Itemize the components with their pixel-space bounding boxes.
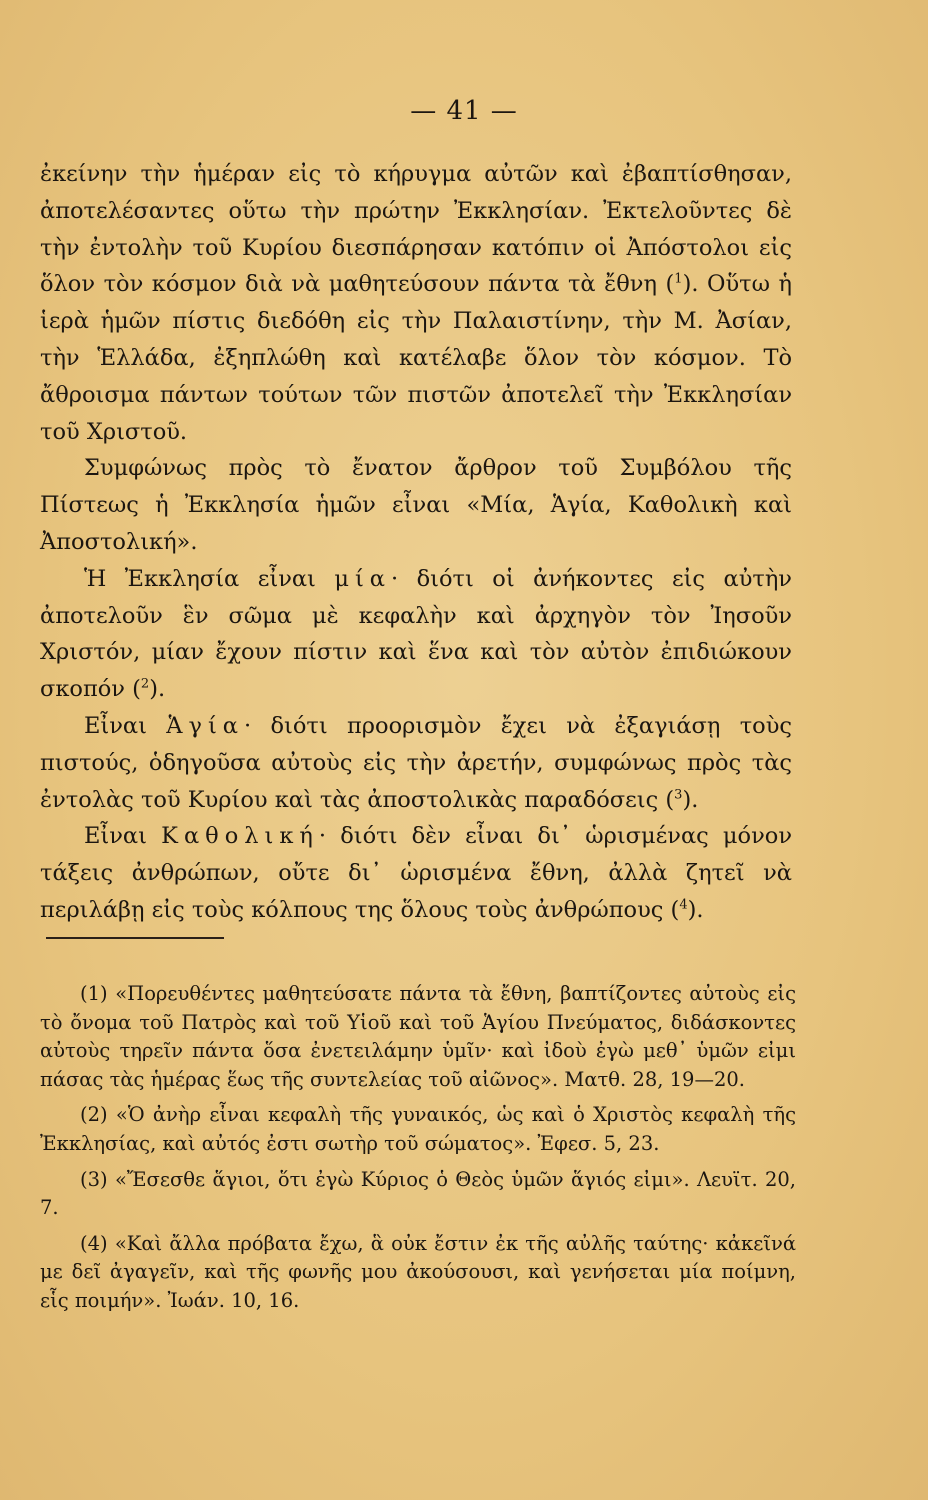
- paragraph-5-lead: Εἶναι: [84, 823, 162, 850]
- emphasis-agia: Ἁγία: [166, 712, 244, 739]
- footnote-1-text: «Πορευθέντες μαθητεύσατε πάντα τὰ ἔθνη, βαπτίζοντες αὐτοὺς εἰς τὸ ὄνομα τοῦ Πατρὸς καὶ τοῦ Υἱοῦ καὶ τοῦ Ἁγίου Πνεύματος, διδάσκοντες αὐτοὺς τηρεῖν πάντα ὅσα ἐνετειλάμην ὑμῖν· καὶ ἰδοὺ ἐγὼ μεθ᾿ ὑμῶν εἰμι πάσας τὰς ἡμέρας ἕως τῆς συντελείας τοῦ αἰῶνος». Ματθ. 28, 19—20.: [40, 982, 796, 1091]
- paragraph-5-text: · διότι δὲν εἶναι δι᾿ ὡρισμένας μόνον τάξεις ἀνθρώπων, οὔτε δι᾿ ὡρισμένα ἔθνη, ἀλλὰ ζητεῖ νὰ περιλάβῃ εἰς τοὺς κόλπους της ὅλους τοὺς ἀνθρώπους (: [40, 823, 793, 923]
- footnote-3: [40, 1166, 796, 1223]
- paragraph-3: [40, 561, 792, 708]
- footnote-1-label: (1): [80, 982, 108, 1005]
- emphasis-mia: μία: [334, 565, 391, 592]
- paragraph-3-tail: ).: [149, 676, 166, 703]
- paragraph-1: [40, 156, 792, 450]
- paragraph-2: [40, 450, 792, 560]
- paragraph-4-lead: Εἶναι: [84, 712, 167, 739]
- footnote-4: [40, 1230, 796, 1316]
- footnote-3-label: (3): [80, 1167, 108, 1191]
- paragraph-4-tail: ).: [682, 786, 699, 813]
- footnote-1: [40, 980, 796, 1094]
- main-text: [40, 156, 792, 929]
- emphasis-katholiki: Καθολική: [161, 823, 319, 850]
- paragraph-4-text: · διότι προορισμὸν ἔχει νὰ ἐξαγιάσῃ τοὺς πιστούς, ὁδηγοῦσα αὐτοὺς εἰς τὴν ἀρετήν, συμφώνως πρὸς τὰς ἐντολὰς τοῦ Κυρίου καὶ τὰς ἀποστολικὰς παραδόσεις (: [40, 712, 793, 813]
- footnote-ref-3: 3: [674, 787, 683, 803]
- footnote-ref-2: 2: [140, 676, 150, 692]
- paragraph-1-tail: ). Οὕτω ἡ ἱερὰ ἡμῶν πίστις διεδόθη εἰς τὴν Παλαιστίνην, τὴν Μ. Ἀσίαν, τὴν Ἑλλάδα, ἐξηπλώθη καὶ κατέλαβε ὅλον τὸν κόσμον. Τὸ ἄθροισμα πάντων τούτων τῶν πιστῶν ἀποτελεῖ τὴν Ἐκκλησίαν τοῦ Χριστοῦ.: [40, 271, 792, 445]
- paragraph-3-lead: Ἡ Ἐκκλησία εἶναι: [84, 565, 335, 592]
- footnote-2-label: (2): [80, 1103, 108, 1127]
- paragraph-2-text: Συμφώνως πρὸς τὸ ἔνατον ἄρθρον τοῦ Συμβόλου τῆς Πίστεως ἡ Ἐκκλησία ἡμῶν εἶναι «Μία, Ἁγία, Καθολικὴ καὶ Ἀποστολική».: [40, 455, 792, 555]
- footnote-3-text: «Ἔσεσθε ἅγιοι, ὅτι ἐγὼ Κύριος ὁ Θεὸς ὑμῶν ἅγιός εἰμι». Λευϊτ. 20, 7.: [40, 1167, 796, 1220]
- paragraph-3-text: · διότι οἱ ἀνήκοντες εἰς αὐτὴν ἀποτελοῦν ἓν σῶμα μὲ κεφαλὴν καὶ ἀρχηγὸν τὸν Ἰησοῦν Χριστόν, μίαν ἔχουν πίστιν καὶ ἕνα καὶ τὸν αὐτὸν ἐπιδιώκουν σκοπόν (: [40, 565, 792, 703]
- footnotes: [40, 980, 796, 1323]
- footnote-ref-1: 1: [674, 271, 683, 287]
- paragraph-1-text: ἐκείνην τὴν ἡμέραν εἰς τὸ κήρυγμα αὐτῶν καὶ ἐβαπτίσθησαν, ἀποτελέσαντες οὕτω τὴν πρώτην Ἐκκλησίαν. Ἐκτελοῦντες δὲ τὴν ἐντολὴν τοῦ Κυρίου διεσπάρησαν κατόπιν οἱ Ἀπόστολοι εἰς ὅλον τὸν κόσμον διὰ νὰ μαθητεύσουν πάντα τὰ ἔθνη (: [40, 161, 792, 298]
- footnote-2: [40, 1101, 796, 1158]
- paragraph-4: [40, 708, 792, 818]
- footnote-4-label: (4): [80, 1231, 108, 1255]
- paragraph-5: [40, 818, 792, 928]
- page-number: — 41 —: [410, 96, 518, 126]
- footnote-ref-4: 4: [679, 897, 688, 913]
- footnote-2-text: «Ὁ ἀνὴρ εἶναι κεφαλὴ τῆς γυναικός, ὡς καὶ ὁ Χριστὸς κεφαλὴ τῆς Ἐκκλησίας, καὶ αὐτός ἐστι σωτὴρ τοῦ σώματος». Ἐφεσ. 5, 23.: [40, 1103, 796, 1155]
- paragraph-5-tail: ).: [687, 896, 704, 923]
- footnote-4-text: «Καὶ ἄλλα πρόβατα ἔχω, ἃ οὐκ ἔστιν ἐκ τῆς αὐλῆς ταύτης· κἀκεῖνά με δεῖ ἀγαγεῖν, καὶ τῆς φωνῆς μου ἀκούσουσι, καὶ γενήσεται μία ποίμνη, εἷς ποιμήν». Ἰωάν. 10, 16.: [40, 1231, 796, 1312]
- footnote-divider: [46, 937, 224, 939]
